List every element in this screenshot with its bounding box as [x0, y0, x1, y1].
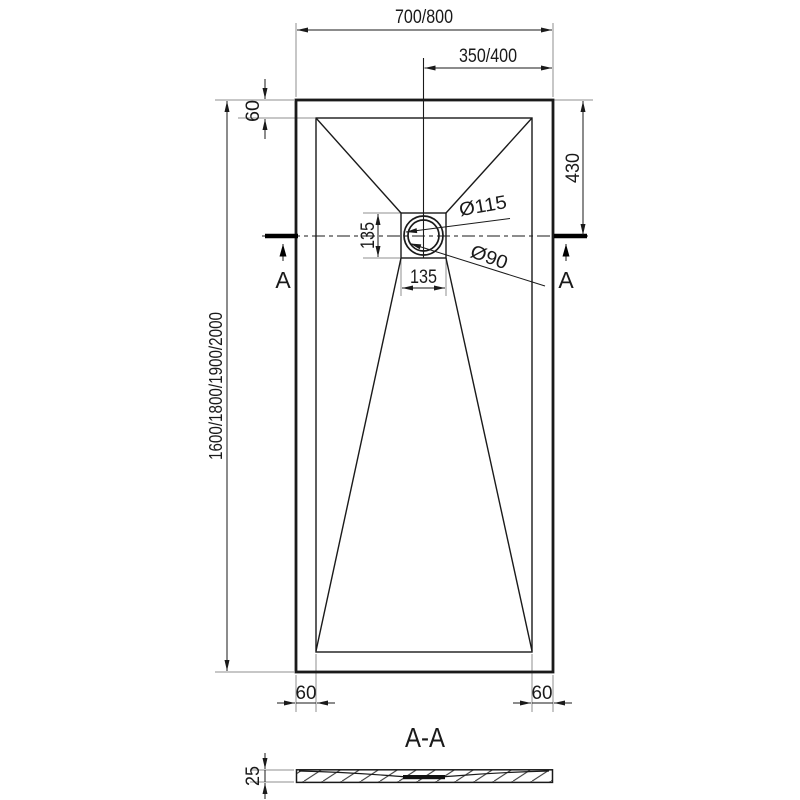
slope-line-bottom-left [316, 258, 401, 651]
plan-view [262, 58, 588, 672]
dim-bottom-inset-left-label: 60 [295, 683, 317, 704]
dim-top-inset-label: 60 [243, 100, 264, 122]
dim-overall-width-label: 700/800 [395, 7, 453, 28]
section-title: A-A [405, 722, 446, 753]
section-view [297, 722, 553, 782]
slope-line-top-left [316, 118, 401, 213]
dim-overall-length-label: 1600/1800/1900/2000 [206, 284, 226, 460]
dim-drain-outer-diameter-label: Ø115 [457, 192, 506, 222]
section-drain-recess [403, 775, 445, 779]
dimension-lines [227, 30, 583, 799]
dim-drain-box-height-label: 135 [358, 217, 379, 249]
dim-section-thickness-label: 25 [243, 764, 264, 786]
section-marker-right-label: A [558, 267, 574, 293]
extension-lines [215, 23, 593, 782]
dim-bottom-inset-right-label: 60 [531, 683, 553, 704]
tray-outer-edge [296, 100, 553, 672]
slope-line-bottom-right [446, 258, 532, 651]
dim-drain-from-top-label: 430 [563, 151, 584, 183]
dim-drain-box-width-label: 135 [410, 267, 437, 288]
dim-drain-inner-diameter-label: Ø90 [467, 241, 509, 274]
section-marker-left-label: A [275, 267, 291, 293]
dim-width-to-drain-label: 350/400 [459, 46, 517, 67]
